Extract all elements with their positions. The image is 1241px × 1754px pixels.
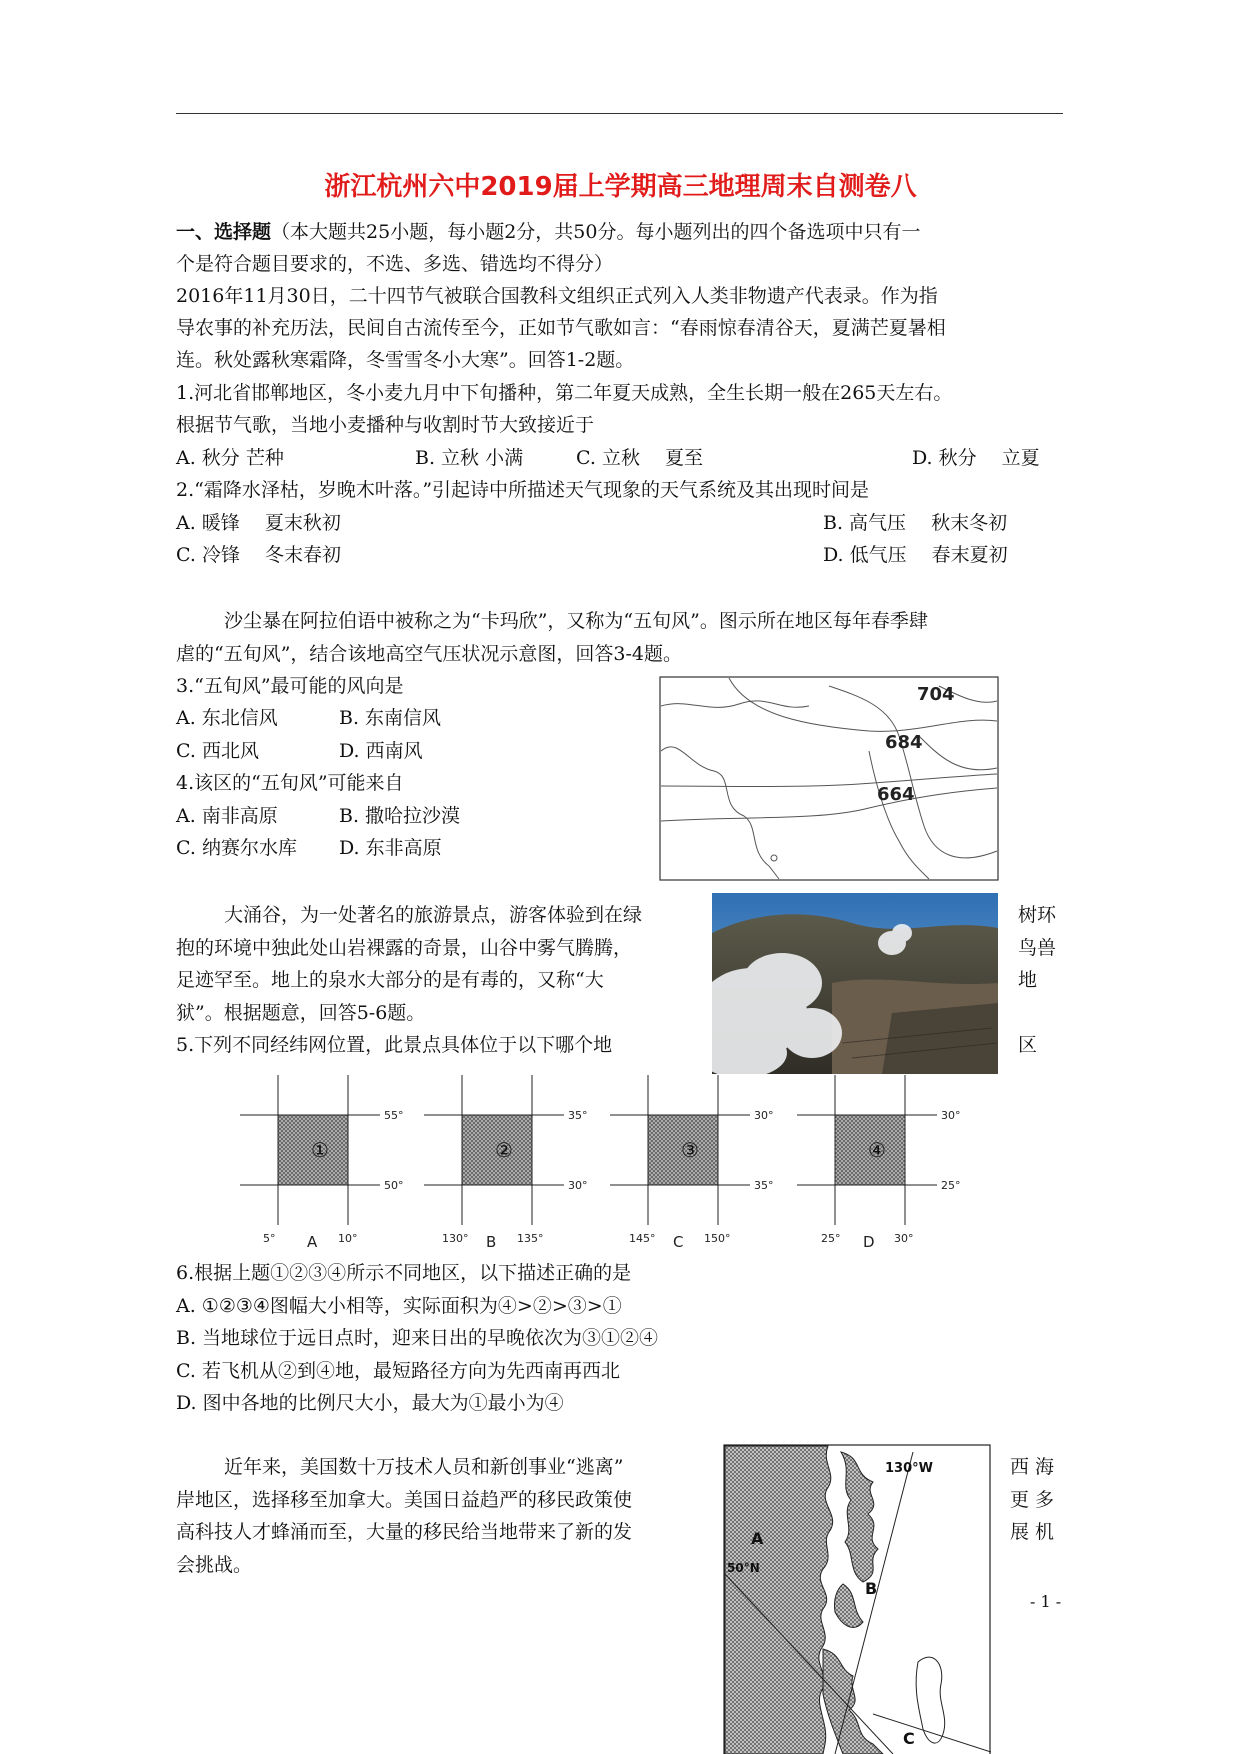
- passage1-line-2: 导农事的补充历法，民间自古流传至今，正如节气歌如言：“春雨惊春清谷天，夏满芒夏暑相: [176, 317, 946, 339]
- isobar-label-684: 684: [885, 732, 923, 753]
- grid-1-number: ①: [311, 1138, 329, 1162]
- q6-option-d: D. 图中各地的比例尺大小，最大为①最小为④: [176, 1392, 564, 1414]
- grid-2-bottom-lat: 30°: [568, 1179, 588, 1192]
- q2-option-d: D. 低气压 春末夏初: [823, 544, 1008, 566]
- coast-map: [723, 1444, 991, 1754]
- map-label-a: A: [751, 1529, 764, 1548]
- q4-option-c: C. 纳赛尔水库: [176, 837, 297, 859]
- q3-option-d: D. 西南风: [339, 740, 423, 762]
- grid-1-left-lon: 5°: [263, 1232, 276, 1245]
- grid-4-right-lon: 30°: [894, 1232, 914, 1245]
- q6-stem: 6.根据上题①②③④所示不同地区，以下描述正确的是: [176, 1262, 632, 1284]
- q3-option-b: B. 东南信风: [339, 707, 442, 729]
- grid-3-number: ③: [681, 1138, 699, 1162]
- map-label-c: C: [903, 1729, 915, 1748]
- q1-option-c: C. 立秋 夏至: [576, 447, 703, 469]
- section-heading: [176, 220, 920, 244]
- pressure-map: [659, 676, 999, 881]
- passage4-line-3-tail: 展 机: [1010, 1521, 1055, 1543]
- grid-4-bottom-lat: 25°: [941, 1179, 961, 1192]
- section-desc-1: （本大题共25小题，每小题2分，共50分。每小题列出的四个备选项中只有一: [271, 221, 921, 243]
- page-title: 浙江杭州六中2019届上学期高三地理周末自测卷八: [324, 172, 917, 202]
- page-number: - 1 -: [1030, 1592, 1062, 1611]
- map-label-b: B: [865, 1579, 878, 1598]
- q3-option-a: A. 东北信风: [176, 707, 278, 729]
- passage3-line-2-tail: 鸟兽: [1018, 937, 1057, 959]
- passage4-line-4: 会挑战。: [176, 1554, 253, 1576]
- q3-stem: 3.“五旬风”最可能的风向是: [176, 675, 404, 697]
- passage3-line-4: 狱”。根据题意，回答5-6题。: [176, 1002, 426, 1024]
- meridian-label: 130°W: [885, 1461, 933, 1476]
- grid-2-right-lon: 135°: [517, 1232, 544, 1245]
- grid-3-top-lat: 30°: [754, 1109, 774, 1122]
- parallel-label: 50°N: [727, 1561, 760, 1575]
- passage3-line-1-tail: 树环: [1018, 904, 1057, 926]
- grid-1-top-lat: 55°: [384, 1109, 404, 1122]
- grid-2-letter: B: [486, 1233, 497, 1250]
- grid-3: [610, 1075, 774, 1250]
- q4-option-d: D. 东非高原: [339, 837, 442, 859]
- passage3-line-1: 大涌谷，为一处著名的旅游景点，游客体验到在绿: [224, 904, 643, 926]
- q1-option-d: D. 秋分 立夏: [912, 447, 1040, 469]
- passage3-line-3: 足迹罕至。地上的泉水大部分的是有毒的，又称“大: [176, 969, 604, 991]
- grid-1: [240, 1075, 404, 1250]
- q3-option-c: C. 西北风: [176, 740, 259, 762]
- q4-option-b: B. 撒哈拉沙漠: [339, 805, 461, 827]
- grid-3-letter: C: [673, 1233, 684, 1250]
- passage2-line-1: 沙尘暴在阿拉伯语中被称之为“卡玛欣”，又称为“五旬风”。图示所在地区每年春季肆: [224, 610, 928, 632]
- grid-4: [797, 1075, 961, 1250]
- q1-stem-2: 根据节气歌，当地小麦播种与收割时节大致接近于: [176, 414, 595, 436]
- grid-4-letter: D: [863, 1233, 875, 1250]
- q1-option-a: A. 秋分 芒种: [176, 447, 284, 469]
- passage4-line-1-tail: 西 海: [1010, 1456, 1055, 1478]
- section-desc-2: 个是符合题目要求的，不选、多选、错选均不得分）: [176, 253, 614, 275]
- q1-stem-1: 1.河北省邯郸地区，冬小麦九月中下旬播种，第二年夏天成熟，全生长期一般在265天左右。: [176, 382, 953, 404]
- passage4-line-2: 岸地区，选择移至加拿大。美国日益趋严的移民政策使: [176, 1489, 633, 1511]
- grid-3-right-lon: 150°: [704, 1232, 731, 1245]
- header-rule: [176, 113, 1063, 114]
- section-label: 一、选择题: [176, 221, 272, 243]
- grid-3-bottom-lat: 35°: [754, 1179, 774, 1192]
- grid-1-bottom-lat: 50°: [384, 1179, 404, 1192]
- grid-4-left-lon: 25°: [821, 1232, 841, 1245]
- grid-4-number: ④: [868, 1138, 886, 1162]
- isobar-label-664: 664: [877, 784, 915, 805]
- q5-stem: 5.下列不同经纬网位置，此景点具体位于以下哪个地: [176, 1034, 613, 1056]
- grid-4-top-lat: 30°: [941, 1109, 961, 1122]
- q2-stem: 2.“霜降水泽枯，岁晚木叶落。”引起诗中所描述天气现象的天气系统及其出现时间是: [176, 479, 870, 501]
- passage2-line-2: 虐的“五旬风”，结合该地高空气压状况示意图，回答3-4题。: [176, 643, 683, 665]
- q2-option-a: A. 暖锋 夏末秋初: [176, 512, 341, 534]
- grid-1-letter: A: [307, 1233, 318, 1250]
- passage3-line-2: 抱的环境中独此处山岩裸露的奇景，山谷中雾气腾腾，: [176, 937, 633, 959]
- grid-2: [424, 1075, 588, 1250]
- grid-3-left-lon: 145°: [629, 1232, 656, 1245]
- q4-stem: 4.该区的“五旬风”可能来自: [176, 772, 404, 794]
- q6-option-a: A. ①②③④图幅大小相等，实际面积为④>②>③>①: [176, 1295, 622, 1317]
- q1-option-b: B. 立秋 小满: [415, 447, 524, 469]
- isobar-label-704: 704: [917, 684, 955, 705]
- q2-option-b: B. 高气压 秋末冬初: [823, 512, 1008, 534]
- passage3-line-3-tail: 地: [1018, 969, 1038, 991]
- grid-1-right-lon: 10°: [338, 1232, 358, 1245]
- q2-option-c: C. 冷锋 冬末春初: [176, 544, 341, 566]
- passage4-line-1: 近年来，美国数十万技术人员和新创事业“逃离”: [224, 1456, 624, 1478]
- passage1-line-1: 2016年11月30日，二十四节气被联合国教科文组织正式列入人类非物遗产代表录。作为指: [176, 285, 938, 307]
- q4-option-a: A. 南非高原: [176, 805, 278, 827]
- q6-option-b: B. 当地球位于远日点时，迎来日出的早晚依次为③①②④: [176, 1327, 659, 1349]
- q6-option-c: C. 若飞机从②到④地，最短路径方向为先西南再西北: [176, 1360, 620, 1382]
- q5-stem-tail: 区: [1018, 1034, 1038, 1056]
- graticule-grids: [230, 1075, 990, 1250]
- volcanic-valley-photo: [712, 893, 998, 1074]
- passage1-line-3: 连。秋处露秋寒霜降，冬雪雪冬小大寒”。回答1-2题。: [176, 349, 635, 371]
- grid-2-number: ②: [495, 1138, 513, 1162]
- passage4-line-2-tail: 更 多: [1010, 1489, 1055, 1511]
- grid-2-top-lat: 35°: [568, 1109, 588, 1122]
- grid-2-left-lon: 130°: [442, 1232, 469, 1245]
- passage4-line-3: 高科技人才蜂涌而至，大量的移民给当地带来了新的发: [176, 1521, 633, 1543]
